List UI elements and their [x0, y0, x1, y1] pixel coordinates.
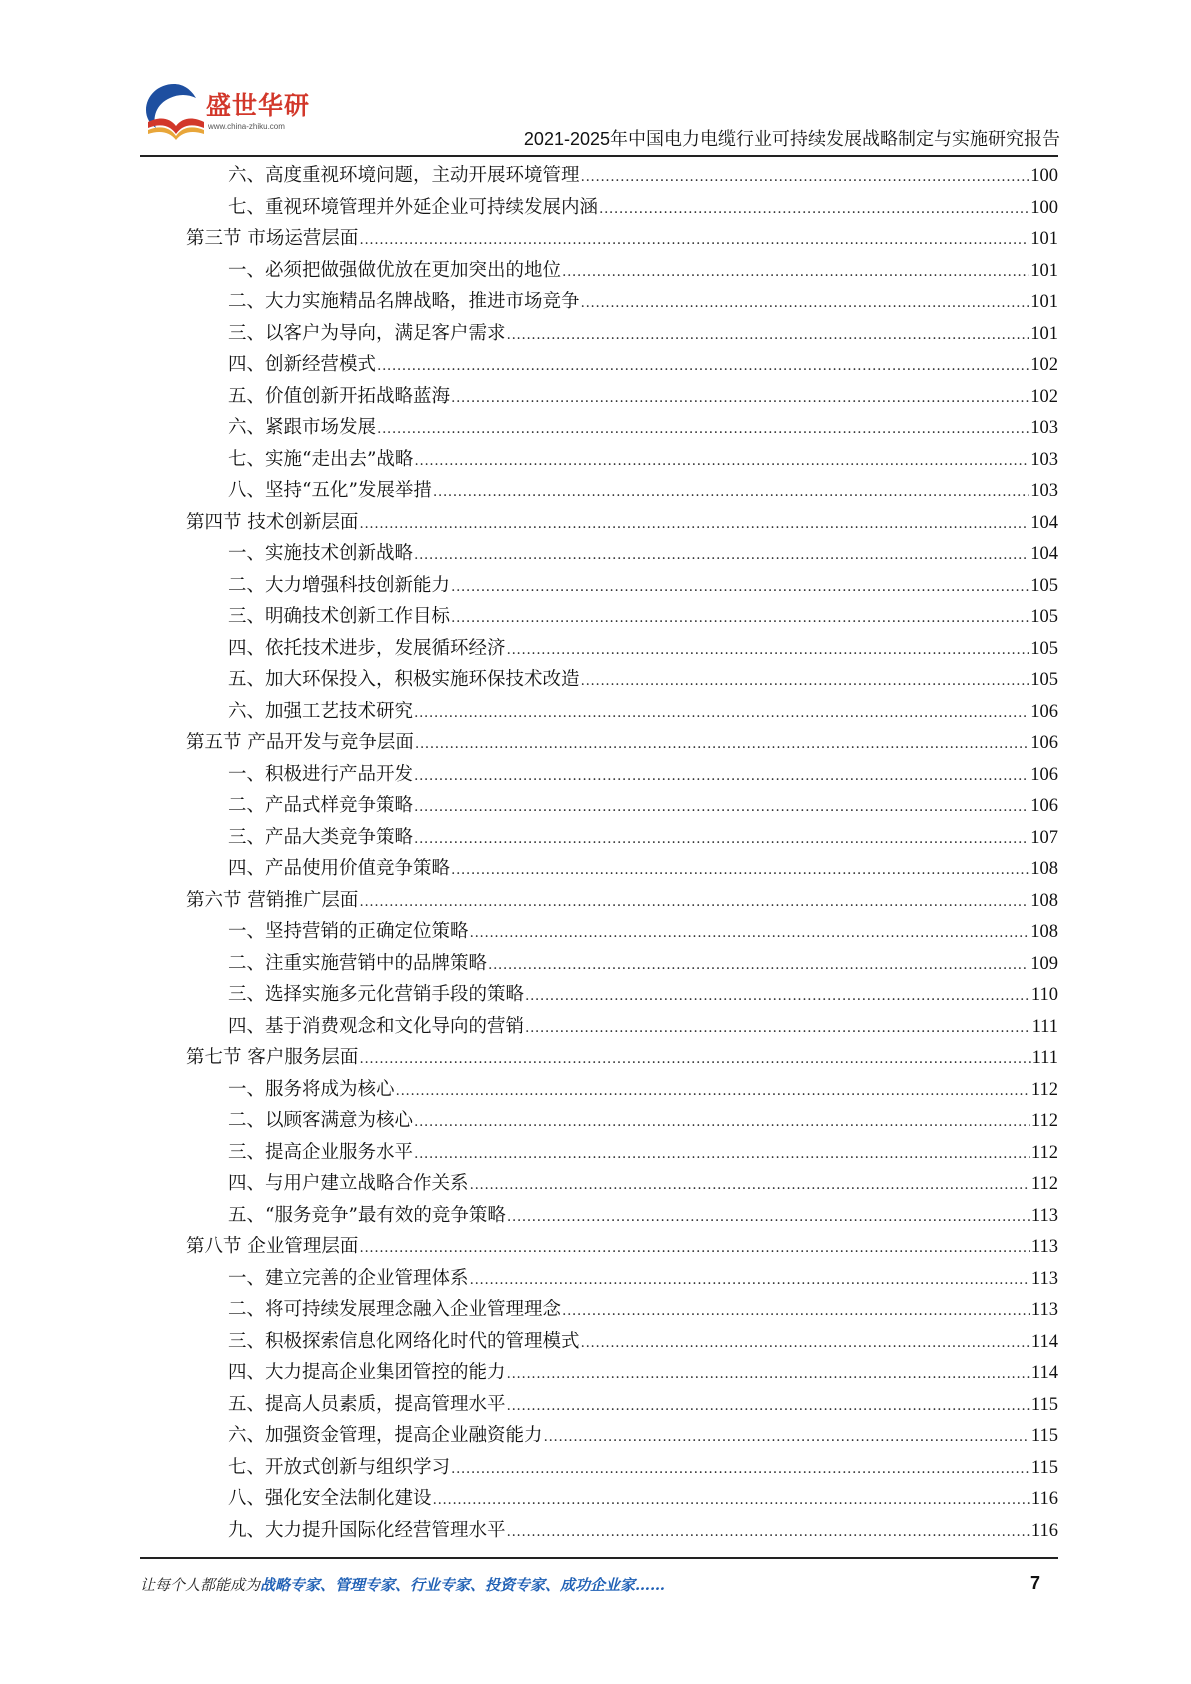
- toc-entry-label: 六、高度重视环境问题，主动开展环境管理: [228, 165, 580, 186]
- toc-subsection-entry[interactable]: [186, 160, 1058, 192]
- toc-entry-label: 六、加强资金管理，提高企业融资能力: [228, 1425, 543, 1446]
- toc-page-number: 106: [1030, 796, 1058, 816]
- toc-dot-leader: [414, 824, 1029, 856]
- toc-dot-leader: [433, 477, 1029, 509]
- toc-entry-label: 二、大力增强科技创新能力: [228, 574, 451, 596]
- toc-page-number: 105: [1030, 607, 1058, 627]
- header-divider: [140, 155, 1058, 157]
- toc-entry-label: 四、基于消费观念和文化导向的营销: [228, 1015, 525, 1037]
- toc-dot-leader: [414, 792, 1029, 824]
- toc-subsection-entry[interactable]: [186, 1294, 1058, 1326]
- toc-page-number: 102: [1030, 355, 1058, 375]
- toc-dot-leader: [507, 1202, 1030, 1234]
- toc-page-number: 100: [1030, 197, 1058, 218]
- toc-subsection-entry[interactable]: [186, 790, 1058, 822]
- toc-page-number: 105: [1030, 638, 1058, 659]
- document-title: 2021-2025年中国电力电缆行业可持续发展战略制定与实施研究报告: [523, 129, 1060, 149]
- footer-divider: [140, 1557, 1058, 1559]
- toc-page-number: 113: [1030, 1268, 1058, 1289]
- toc-section-entry[interactable]: [186, 727, 1058, 759]
- toc-entry-label: 第七节 客户服务层面: [186, 1047, 359, 1068]
- toc-entry-label: 八、强化安全法制化建设: [228, 1488, 432, 1509]
- toc-dot-leader: [470, 918, 1030, 950]
- toc-dot-leader: [581, 162, 1030, 194]
- toc-dot-leader: [581, 288, 1030, 320]
- toc-subsection-entry[interactable]: [186, 349, 1058, 381]
- toc-dot-leader: [525, 981, 1030, 1013]
- toc-subsection-entry[interactable]: [186, 822, 1058, 854]
- toc-page-number: 108: [1030, 922, 1058, 942]
- toc-entry-label: 七、实施“走出去”战略: [228, 448, 414, 470]
- toc-entry-label: 一、必须把做强做优放在更加突出的地位: [228, 259, 562, 281]
- table-of-contents: [186, 160, 1058, 1546]
- toc-subsection-entry[interactable]: [186, 318, 1058, 350]
- toc-page-number: 101: [1030, 292, 1058, 312]
- toc-page-number: 114: [1030, 1331, 1058, 1352]
- toc-entry-label: 六、紧跟市场发展: [228, 417, 377, 438]
- toc-page-number: 112: [1030, 1142, 1058, 1163]
- toc-entry-label: 五、价值创新开拓战略蓝海: [228, 385, 451, 407]
- toc-section-entry[interactable]: [186, 885, 1058, 917]
- toc-dot-leader: [359, 1044, 1030, 1076]
- logo-url: www.china-zhiku.com: [208, 122, 285, 131]
- toc-dot-leader: [415, 729, 1029, 761]
- toc-section-entry[interactable]: [186, 223, 1058, 255]
- toc-subsection-entry[interactable]: [186, 696, 1058, 728]
- toc-page-number: 106: [1030, 764, 1058, 785]
- toc-dot-leader: [414, 698, 1029, 730]
- toc-page-number: 112: [1030, 1111, 1058, 1131]
- toc-entry-label: 第五节 产品开发与竞争层面: [186, 732, 414, 753]
- toc-dot-leader: [396, 1076, 1030, 1108]
- toc-dot-leader: [525, 1013, 1031, 1045]
- toc-dot-leader: [562, 1296, 1030, 1328]
- toc-subsection-entry[interactable]: [186, 664, 1058, 696]
- toc-page-number: 112: [1030, 1079, 1058, 1100]
- toc-subsection-entry[interactable]: [186, 192, 1058, 224]
- toc-dot-leader: [451, 1454, 1030, 1486]
- toc-dot-leader: [359, 1233, 1030, 1265]
- toc-page-number: 102: [1030, 386, 1058, 407]
- toc-page-number: 116: [1030, 1520, 1058, 1541]
- toc-entry-label: 六、加强工艺技术研究: [228, 700, 414, 722]
- toc-dot-leader: [488, 950, 1029, 982]
- toc-page-number: 113: [1030, 1205, 1058, 1226]
- toc-page-number: 101: [1030, 323, 1058, 344]
- toc-entry-label: 四、依托技术进步，发展循环经济: [228, 637, 506, 659]
- toc-entry-label: 四、大力提高企业集团管控的能力: [228, 1362, 506, 1383]
- toc-page-number: 107: [1030, 827, 1058, 848]
- toc-page-number: 115: [1030, 1394, 1058, 1415]
- toc-entry-label: 四、产品使用价值竞争策略: [228, 858, 451, 879]
- toc-page-number: 106: [1030, 701, 1058, 722]
- toc-page-number: 111: [1031, 1048, 1058, 1068]
- toc-entry-label: 七、重视环境管理并外延企业可持续发展内涵: [228, 196, 599, 218]
- slogan-roles: 战略专家、管理专家、行业专家、投资专家、成功企业家……: [260, 1576, 666, 1594]
- toc-entry-label: 第六节 营销推广层面: [186, 889, 359, 911]
- toc-page-number: 111: [1031, 1016, 1058, 1037]
- toc-dot-leader: [414, 1107, 1030, 1139]
- toc-dot-leader: [377, 351, 1029, 383]
- toc-section-entry[interactable]: [186, 1042, 1058, 1074]
- toc-entry-label: 一、积极进行产品开发: [228, 763, 414, 785]
- toc-dot-leader: [507, 1391, 1030, 1423]
- toc-dot-leader: [451, 603, 1029, 635]
- toc-subsection-entry[interactable]: [186, 412, 1058, 444]
- toc-dot-leader: [581, 666, 1030, 698]
- page-header: [140, 78, 1060, 158]
- toc-dot-leader: [359, 509, 1029, 541]
- toc-dot-leader: [359, 887, 1029, 919]
- toc-entry-label: 七、开放式创新与组织学习: [228, 1456, 451, 1478]
- toc-subsection-entry[interactable]: [186, 1011, 1058, 1043]
- toc-entry-label: 一、服务将成为核心: [228, 1078, 395, 1100]
- toc-dot-leader: [451, 572, 1029, 604]
- toc-page-number: 104: [1030, 512, 1058, 533]
- toc-dot-leader: [507, 320, 1030, 352]
- toc-section-entry[interactable]: [186, 507, 1058, 539]
- slogan-lead: 让每个人都能成为: [140, 1576, 261, 1594]
- logo-text: 盛世华研: [206, 91, 311, 120]
- toc-entry-label: 三、提高企业服务水平: [228, 1141, 414, 1163]
- toc-page-number: 103: [1030, 418, 1058, 438]
- toc-page-number: 113: [1030, 1237, 1058, 1257]
- toc-dot-leader: [507, 1517, 1030, 1549]
- toc-entry-label: 一、实施技术创新战略: [228, 543, 414, 564]
- toc-entry-label: 一、建立完善的企业管理体系: [228, 1267, 469, 1289]
- toc-page-number: 116: [1030, 1489, 1058, 1509]
- toc-dot-leader: [599, 194, 1029, 226]
- toc-page-number: 114: [1030, 1363, 1058, 1383]
- toc-page-number: 101: [1030, 229, 1058, 249]
- toc-dot-leader: [562, 257, 1029, 289]
- toc-page-number: 108: [1030, 890, 1058, 911]
- toc-page-number: 109: [1030, 953, 1058, 974]
- toc-page-number: 110: [1030, 985, 1058, 1005]
- toc-entry-label: 八、坚持“五化”发展举措: [228, 480, 432, 501]
- toc-subsection-entry[interactable]: [186, 601, 1058, 633]
- toc-subsection-entry[interactable]: [186, 570, 1058, 602]
- toc-page-number: 113: [1030, 1300, 1058, 1320]
- toc-subsection-entry[interactable]: [186, 1200, 1058, 1232]
- toc-entry-label: 五、提高人员素质，提高管理水平: [228, 1393, 506, 1415]
- toc-entry-label: 三、明确技术创新工作目标: [228, 606, 451, 627]
- toc-entry-label: 四、与用户建立战略合作关系: [228, 1173, 469, 1194]
- toc-dot-leader: [451, 383, 1029, 415]
- toc-entry-label: 二、将可持续发展理念融入企业管理理念: [228, 1299, 562, 1320]
- toc-entry-label: 第三节 市场运营层面: [186, 228, 359, 249]
- toc-entry-label: 二、产品式样竞争策略: [228, 795, 414, 816]
- toc-subsection-entry[interactable]: [186, 1452, 1058, 1484]
- toc-subsection-entry[interactable]: [186, 1483, 1058, 1515]
- toc-entry-label: 三、积极探索信息化网络化时代的管理模式: [228, 1330, 580, 1352]
- toc-dot-leader: [470, 1265, 1030, 1297]
- toc-page-number: 100: [1030, 166, 1058, 186]
- toc-subsection-entry[interactable]: [186, 538, 1058, 570]
- toc-dot-leader: [507, 635, 1030, 667]
- company-logo: [140, 78, 310, 150]
- toc-subsection-entry[interactable]: [186, 853, 1058, 885]
- toc-subsection-entry[interactable]: [186, 633, 1058, 665]
- toc-dot-leader: [451, 855, 1029, 887]
- toc-subsection-entry[interactable]: [186, 1168, 1058, 1200]
- toc-dot-leader: [359, 225, 1029, 257]
- toc-page-number: 112: [1030, 1174, 1058, 1194]
- toc-dot-leader: [507, 1359, 1030, 1391]
- toc-subsection-entry[interactable]: [186, 1137, 1058, 1169]
- toc-subsection-entry[interactable]: [186, 1105, 1058, 1137]
- footer-slogan: [140, 1574, 665, 1595]
- toc-subsection-entry[interactable]: [186, 1420, 1058, 1452]
- logo-book-icon: [140, 78, 210, 150]
- toc-section-entry[interactable]: [186, 1231, 1058, 1263]
- toc-subsection-entry[interactable]: [186, 475, 1058, 507]
- toc-page-number: 115: [1030, 1457, 1058, 1478]
- toc-entry-label: 九、大力提升国际化经营管理水平: [228, 1519, 506, 1541]
- toc-page-number: 115: [1030, 1426, 1058, 1446]
- toc-entry-label: 二、以顾客满意为核心: [228, 1110, 414, 1131]
- toc-page-number: 104: [1030, 544, 1058, 564]
- toc-entry-label: 第四节 技术创新层面: [186, 511, 359, 533]
- toc-page-number: 103: [1030, 481, 1058, 501]
- toc-page-number: 101: [1030, 260, 1058, 281]
- toc-subsection-entry[interactable]: [186, 286, 1058, 318]
- toc-subsection-entry[interactable]: [186, 916, 1058, 948]
- toc-dot-leader: [414, 1139, 1030, 1171]
- toc-page-number: 106: [1030, 733, 1058, 753]
- toc-subsection-entry[interactable]: [186, 444, 1058, 476]
- toc-dot-leader: [433, 1485, 1030, 1517]
- toc-entry-label: 二、注重实施营销中的品牌策略: [228, 952, 488, 974]
- toc-entry-label: 四、创新经营模式: [228, 354, 377, 375]
- toc-dot-leader: [377, 414, 1029, 446]
- toc-dot-leader: [414, 446, 1029, 478]
- page-footer: [140, 1574, 1058, 1604]
- toc-subsection-entry[interactable]: [186, 1074, 1058, 1106]
- toc-entry-label: 第八节 企业管理层面: [186, 1236, 359, 1257]
- toc-subsection-entry[interactable]: [186, 1357, 1058, 1389]
- toc-dot-leader: [581, 1328, 1030, 1360]
- toc-entry-label: 三、产品大类竞争策略: [228, 826, 414, 848]
- toc-subsection-entry[interactable]: [186, 1263, 1058, 1295]
- toc-subsection-entry[interactable]: [186, 948, 1058, 980]
- toc-page-number: 105: [1030, 575, 1058, 596]
- toc-entry-label: 二、大力实施精品名牌战略，推进市场竞争: [228, 291, 580, 312]
- toc-subsection-entry[interactable]: [186, 381, 1058, 413]
- toc-entry-label: 三、选择实施多元化营销手段的策略: [228, 984, 525, 1005]
- toc-subsection-entry[interactable]: [186, 1515, 1058, 1547]
- toc-dot-leader: [414, 540, 1029, 572]
- toc-subsection-entry[interactable]: [186, 759, 1058, 791]
- toc-subsection-entry[interactable]: [186, 1326, 1058, 1358]
- toc-dot-leader: [544, 1422, 1030, 1454]
- toc-entry-label: 一、坚持营销的正确定位策略: [228, 921, 469, 942]
- toc-subsection-entry[interactable]: [186, 1389, 1058, 1421]
- toc-subsection-entry[interactable]: [186, 255, 1058, 287]
- toc-page-number: 103: [1030, 449, 1058, 470]
- toc-page-number: 108: [1030, 859, 1058, 879]
- page-number: 7: [1029, 1573, 1040, 1593]
- toc-page-number: 105: [1030, 670, 1058, 690]
- toc-entry-label: 三、以客户为导向，满足客户需求: [228, 322, 506, 344]
- toc-subsection-entry[interactable]: [186, 979, 1058, 1011]
- toc-dot-leader: [470, 1170, 1030, 1202]
- toc-entry-label: 五、加大环保投入，积极实施环保技术改造: [228, 669, 580, 690]
- toc-entry-label: 五、“服务竞争”最有效的竞争策略: [228, 1204, 506, 1226]
- toc-dot-leader: [414, 761, 1029, 793]
